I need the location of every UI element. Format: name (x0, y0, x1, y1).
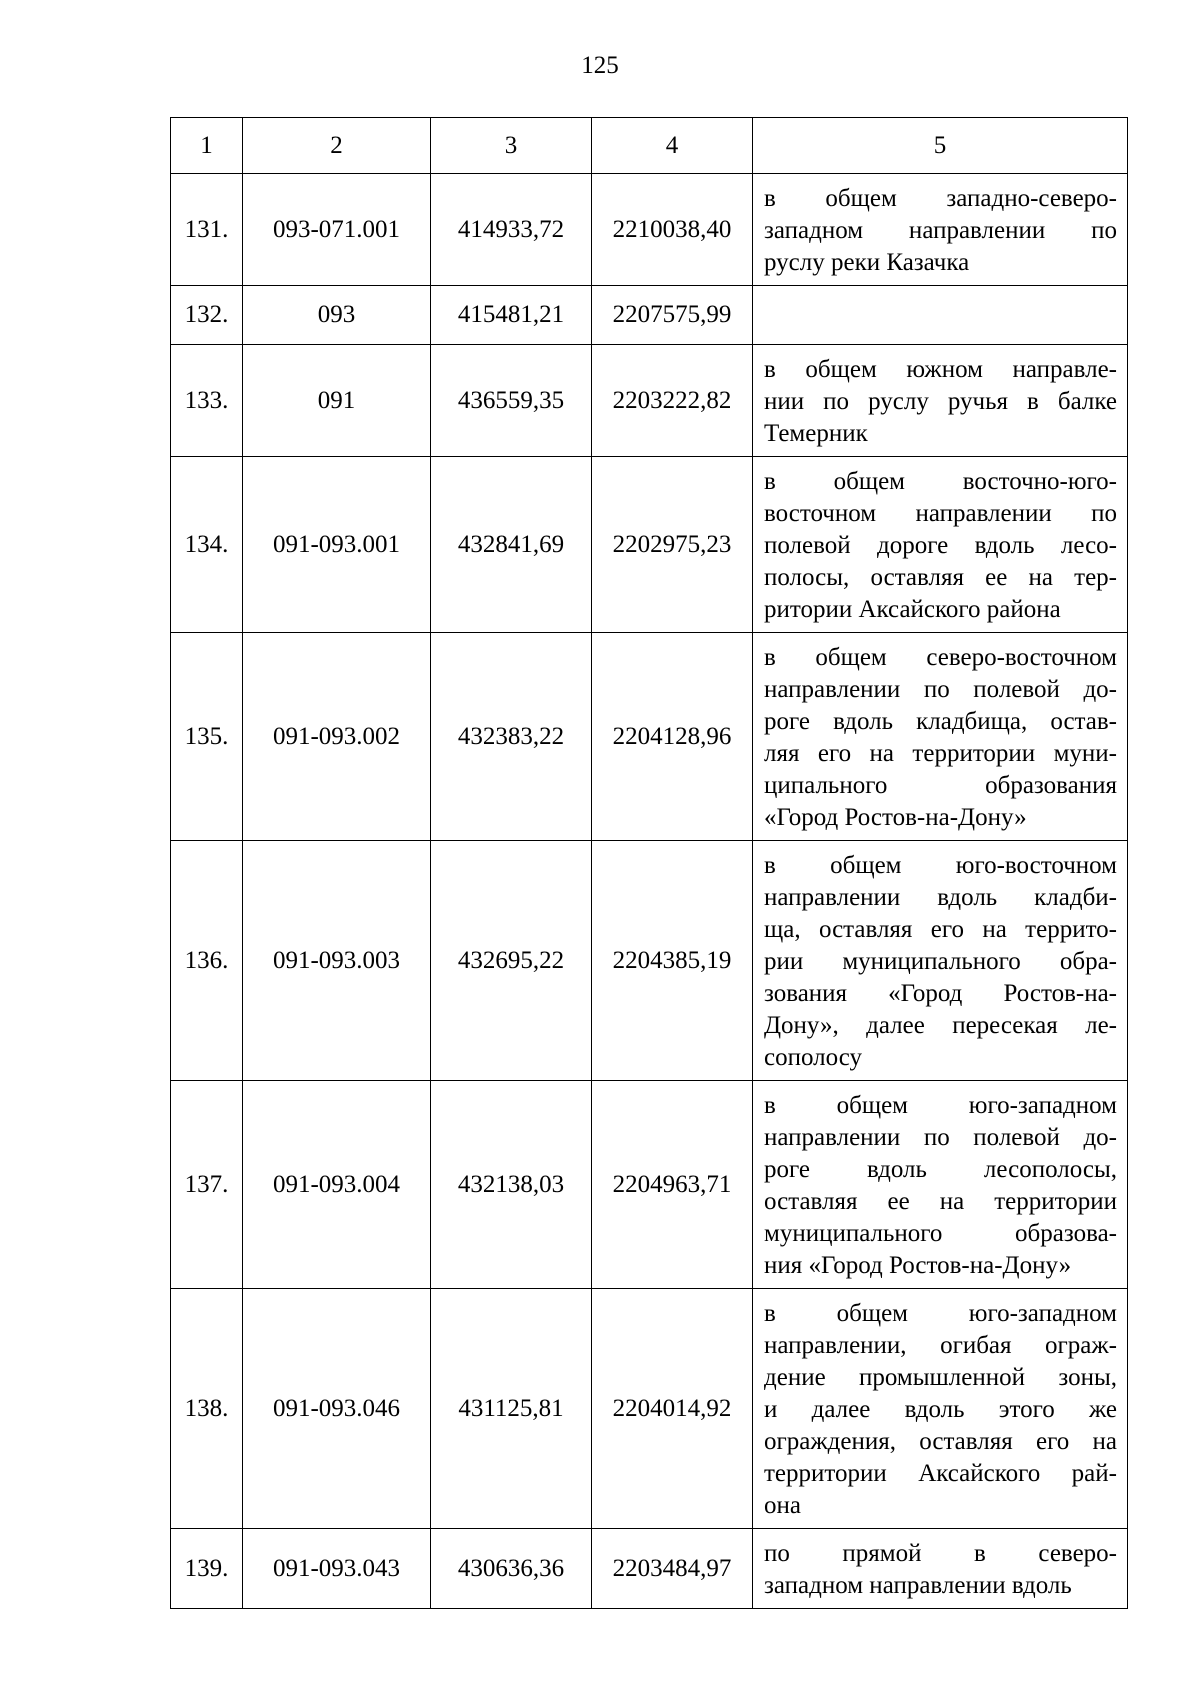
point-code-cell: 091-093.002 (243, 633, 431, 841)
column-header: 1 (171, 118, 243, 174)
description-line: ритории Аксайского района (764, 596, 1061, 623)
description-cell (753, 1529, 1128, 1609)
row-number-cell: 138. (171, 1289, 243, 1529)
description-line: территории Аксайского рай- (764, 1460, 1117, 1487)
row-number-cell: 132. (171, 286, 243, 345)
description-line: роге вдоль кладбища, остав- (764, 708, 1117, 735)
description-line: Дону», далее пересекая ле- (764, 1012, 1117, 1039)
x-coordinate-cell: 432695,22 (431, 841, 592, 1081)
x-coordinate-cell: 436559,35 (431, 345, 592, 457)
row-number-cell: 134. (171, 457, 243, 633)
table-row (171, 286, 1128, 345)
x-coordinate-cell: 430636,36 (431, 1529, 592, 1609)
description-line: ограждения, оставляя его на (764, 1428, 1117, 1455)
table-row (171, 633, 1128, 841)
table-row (171, 1289, 1128, 1529)
row-number-cell: 139. (171, 1529, 243, 1609)
description-cell (753, 633, 1128, 841)
table-row (171, 457, 1128, 633)
x-coordinate-cell: 431125,81 (431, 1289, 592, 1529)
description-line: ляя его на территории муни- (764, 740, 1117, 767)
y-coordinate-cell: 2204963,71 (592, 1081, 753, 1289)
table-row (171, 1081, 1128, 1289)
table-row (171, 174, 1128, 286)
x-coordinate-cell: 415481,21 (431, 286, 592, 345)
column-header: 3 (431, 118, 592, 174)
description-line: в общем юго-западном (764, 1092, 1117, 1119)
description-cell (753, 1081, 1128, 1289)
y-coordinate-cell: 2204014,92 (592, 1289, 753, 1529)
description-cell (753, 841, 1128, 1081)
y-coordinate-cell: 2203222,82 (592, 345, 753, 457)
row-number-cell: 133. (171, 345, 243, 457)
y-coordinate-cell: 2202975,23 (592, 457, 753, 633)
description-line: полевой дороге вдоль лесо- (764, 532, 1117, 559)
x-coordinate-cell: 432383,22 (431, 633, 592, 841)
x-coordinate-cell: 414933,72 (431, 174, 592, 286)
description-line: оставляя ее на территории (764, 1188, 1117, 1215)
description-cell (753, 174, 1128, 286)
description-line: в общем южном направле- (764, 356, 1117, 383)
description-line: западном направлении вдоль (764, 1572, 1072, 1599)
description-cell (753, 345, 1128, 457)
x-coordinate-cell: 432841,69 (431, 457, 592, 633)
y-coordinate-cell: 2204128,96 (592, 633, 753, 841)
description-line: направлении, огибая ограж- (764, 1332, 1117, 1359)
row-number-cell: 135. (171, 633, 243, 841)
description-line: направлении вдоль кладби- (764, 884, 1117, 911)
description-line: руслу реки Казачка (764, 249, 970, 276)
description-cell (753, 457, 1128, 633)
row-number-cell: 136. (171, 841, 243, 1081)
point-code-cell: 091-093.043 (243, 1529, 431, 1609)
description-line: ципального образования (764, 772, 1117, 799)
row-number-cell: 137. (171, 1081, 243, 1289)
description-line: и далее вдоль этого же (764, 1396, 1117, 1423)
y-coordinate-cell: 2207575,99 (592, 286, 753, 345)
description-line: ща, оставляя его на террито- (764, 916, 1117, 943)
description-line: Темерник (764, 420, 868, 447)
row-number-cell: 131. (171, 174, 243, 286)
column-header: 2 (243, 118, 431, 174)
description-line: она (764, 1492, 801, 1519)
point-code-cell: 091-093.003 (243, 841, 431, 1081)
table-row (171, 841, 1128, 1081)
point-code-cell: 093-071.001 (243, 174, 431, 286)
description-line: полосы, оставляя ее на тер- (764, 564, 1117, 591)
description-line: в общем северо-восточном (764, 644, 1117, 671)
point-code-cell: 091 (243, 345, 431, 457)
description-cell (753, 286, 1128, 345)
description-line: в общем восточно-юго- (764, 468, 1117, 495)
description-line: рии муниципального обра- (764, 948, 1117, 975)
header-row (171, 118, 1128, 174)
point-code-cell: 093 (243, 286, 431, 345)
description-line: направлении по полевой до- (764, 676, 1117, 703)
description-line: муниципального образова- (764, 1220, 1117, 1247)
description-line: восточном направлении по (764, 500, 1117, 527)
description-line: сополосу (764, 1044, 863, 1071)
description-line: в общем юго-восточном (764, 852, 1117, 879)
y-coordinate-cell: 2210038,40 (592, 174, 753, 286)
point-code-cell: 091-093.004 (243, 1081, 431, 1289)
description-cell (753, 1289, 1128, 1529)
description-line: западном направлении по (764, 217, 1117, 244)
description-line: нии по руслу ручья в балке (764, 388, 1117, 415)
table-body (171, 118, 1128, 1609)
description-line: ния «Город Ростов-на-Дону» (764, 1252, 1072, 1279)
y-coordinate-cell: 2204385,19 (592, 841, 753, 1081)
point-code-cell: 091-093.046 (243, 1289, 431, 1529)
table-row (171, 345, 1128, 457)
description-line: «Город Ростов-на-Дону» (764, 804, 1027, 831)
column-header: 4 (592, 118, 753, 174)
description-line: роге вдоль лесополосы, (764, 1156, 1117, 1183)
point-code-cell: 091-093.001 (243, 457, 431, 633)
description-line: зования «Город Ростов-на- (764, 980, 1117, 1007)
description-line: направлении по полевой до- (764, 1124, 1117, 1151)
description-line: дение промышленной зоны, (764, 1364, 1117, 1391)
column-header: 5 (753, 118, 1128, 174)
boundary-table (170, 117, 1128, 1609)
page-number: 125 (581, 52, 619, 79)
x-coordinate-cell: 432138,03 (431, 1081, 592, 1289)
table-row (171, 1529, 1128, 1609)
description-line: в общем юго-западном (764, 1300, 1117, 1327)
description-line: в общем западно-северо- (764, 185, 1117, 212)
description-line: по прямой в северо- (764, 1540, 1117, 1567)
y-coordinate-cell: 2203484,97 (592, 1529, 753, 1609)
